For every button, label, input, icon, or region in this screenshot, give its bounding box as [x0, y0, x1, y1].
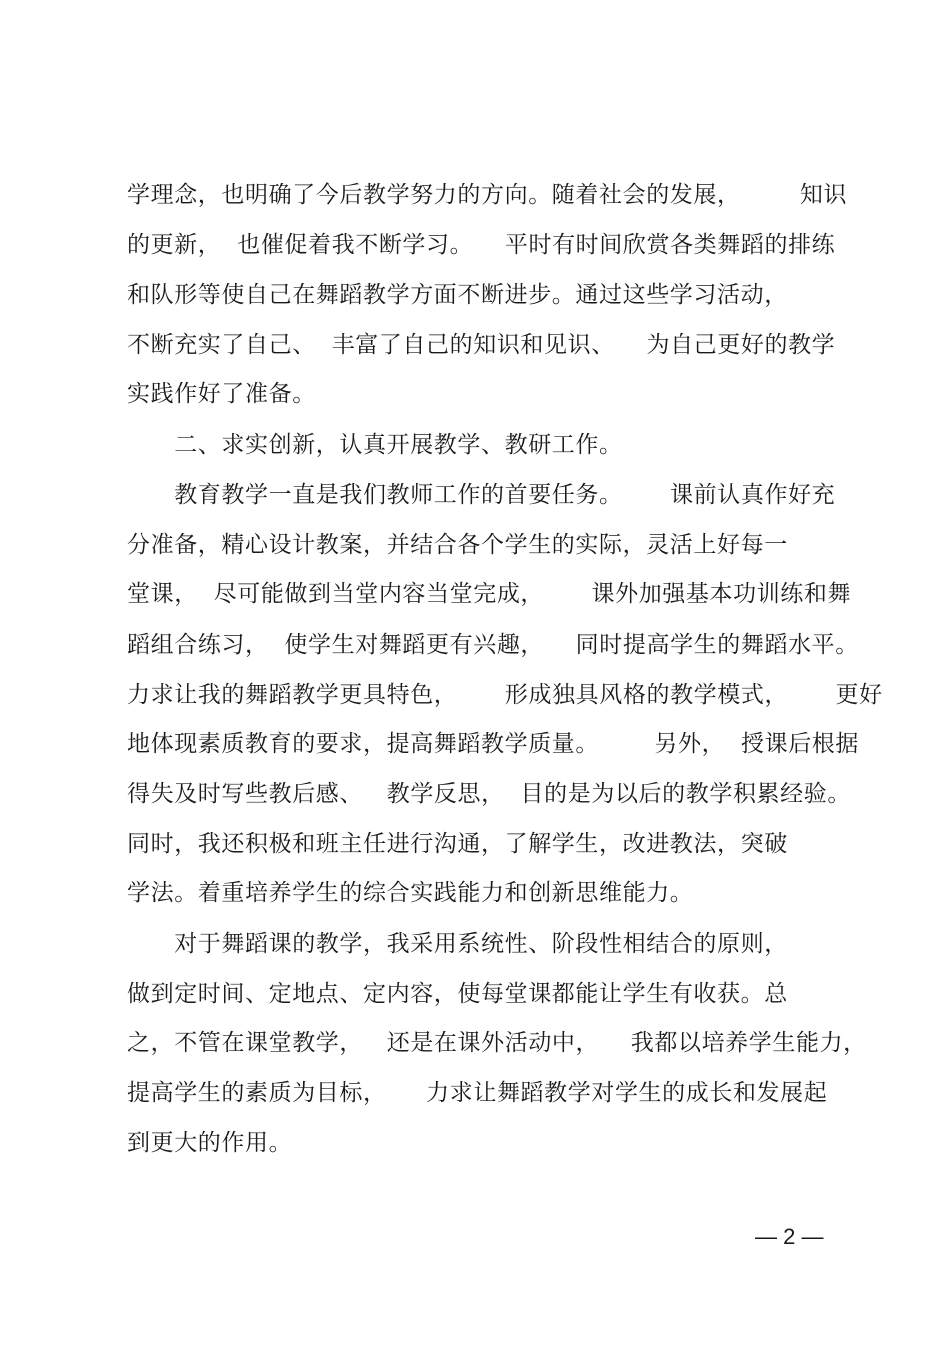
body-line-1: 学理念，也明确了今后教学努力的方向。随着社会的发展， 知识 — [127, 182, 848, 208]
section-heading: 二、求实创新，认真开展教学、教研工作。 — [127, 432, 623, 458]
body-line-18: 之，不管在课堂教学， 还是在课外活动中， 我都以培养学生能力， — [127, 1030, 867, 1056]
body-line-19: 提高学生的素质为目标， 力求让舞蹈教学对学生的成长和发展起 — [127, 1080, 828, 1106]
body-line-3: 和队形等使自己在舞蹈教学方面不断进步。通过这些学习活动， — [127, 282, 788, 308]
body-line-14: 同时，我还积极和班主任进行沟通，了解学生，改进教法，突破 — [127, 831, 788, 857]
body-line-5: 实践作好了准备。 — [127, 381, 316, 407]
body-line-2: 的更新， 也催促着我不断学习。 平时有时间欣赏各类舞蹈的排练 — [127, 232, 836, 258]
body-line-11: 力求让我的舞蹈教学更具特色， 形成独具风格的教学模式， 更好 — [127, 682, 883, 708]
body-line-8: 分准备，精心设计教案，并结合各个学生的实际，灵活上好每一 — [127, 532, 788, 558]
body-line-9: 堂课， 尽可能做到当堂内容当堂完成， 课外加强基本功训练和舞 — [127, 581, 852, 607]
body-line-12: 地体现素质教育的要求，提高舞蹈教学质量。 另外， 授课后根据 — [127, 731, 859, 757]
body-line-20: 到更大的作用。 — [127, 1130, 293, 1156]
page-number: — 2 — — [755, 1224, 824, 1249]
body-line-17: 做到定时间、定地点、定内容，使每堂课都能让学生有收获。总 — [127, 981, 788, 1007]
body-line-7: 教育教学一直是我们教师工作的首要任务。 课前认真作好充 — [127, 482, 836, 508]
body-line-15: 学法。着重培养学生的综合实践能力和创新思维能力。 — [127, 880, 694, 906]
body-line-13: 得失及时写些教后感、 教学反思， 目的是为以后的教学积累经验。 — [127, 781, 851, 807]
body-line-16: 对于舞蹈课的教学，我采用系统性、阶段性相结合的原则， — [127, 931, 788, 957]
body-line-4: 不断充实了自己、 丰富了自己的知识和见识、 为自己更好的教学 — [127, 332, 836, 358]
body-line-10: 蹈组合练习， 使学生对舞蹈更有兴趣， 同时提高学生的舞蹈水平。 — [127, 632, 859, 658]
